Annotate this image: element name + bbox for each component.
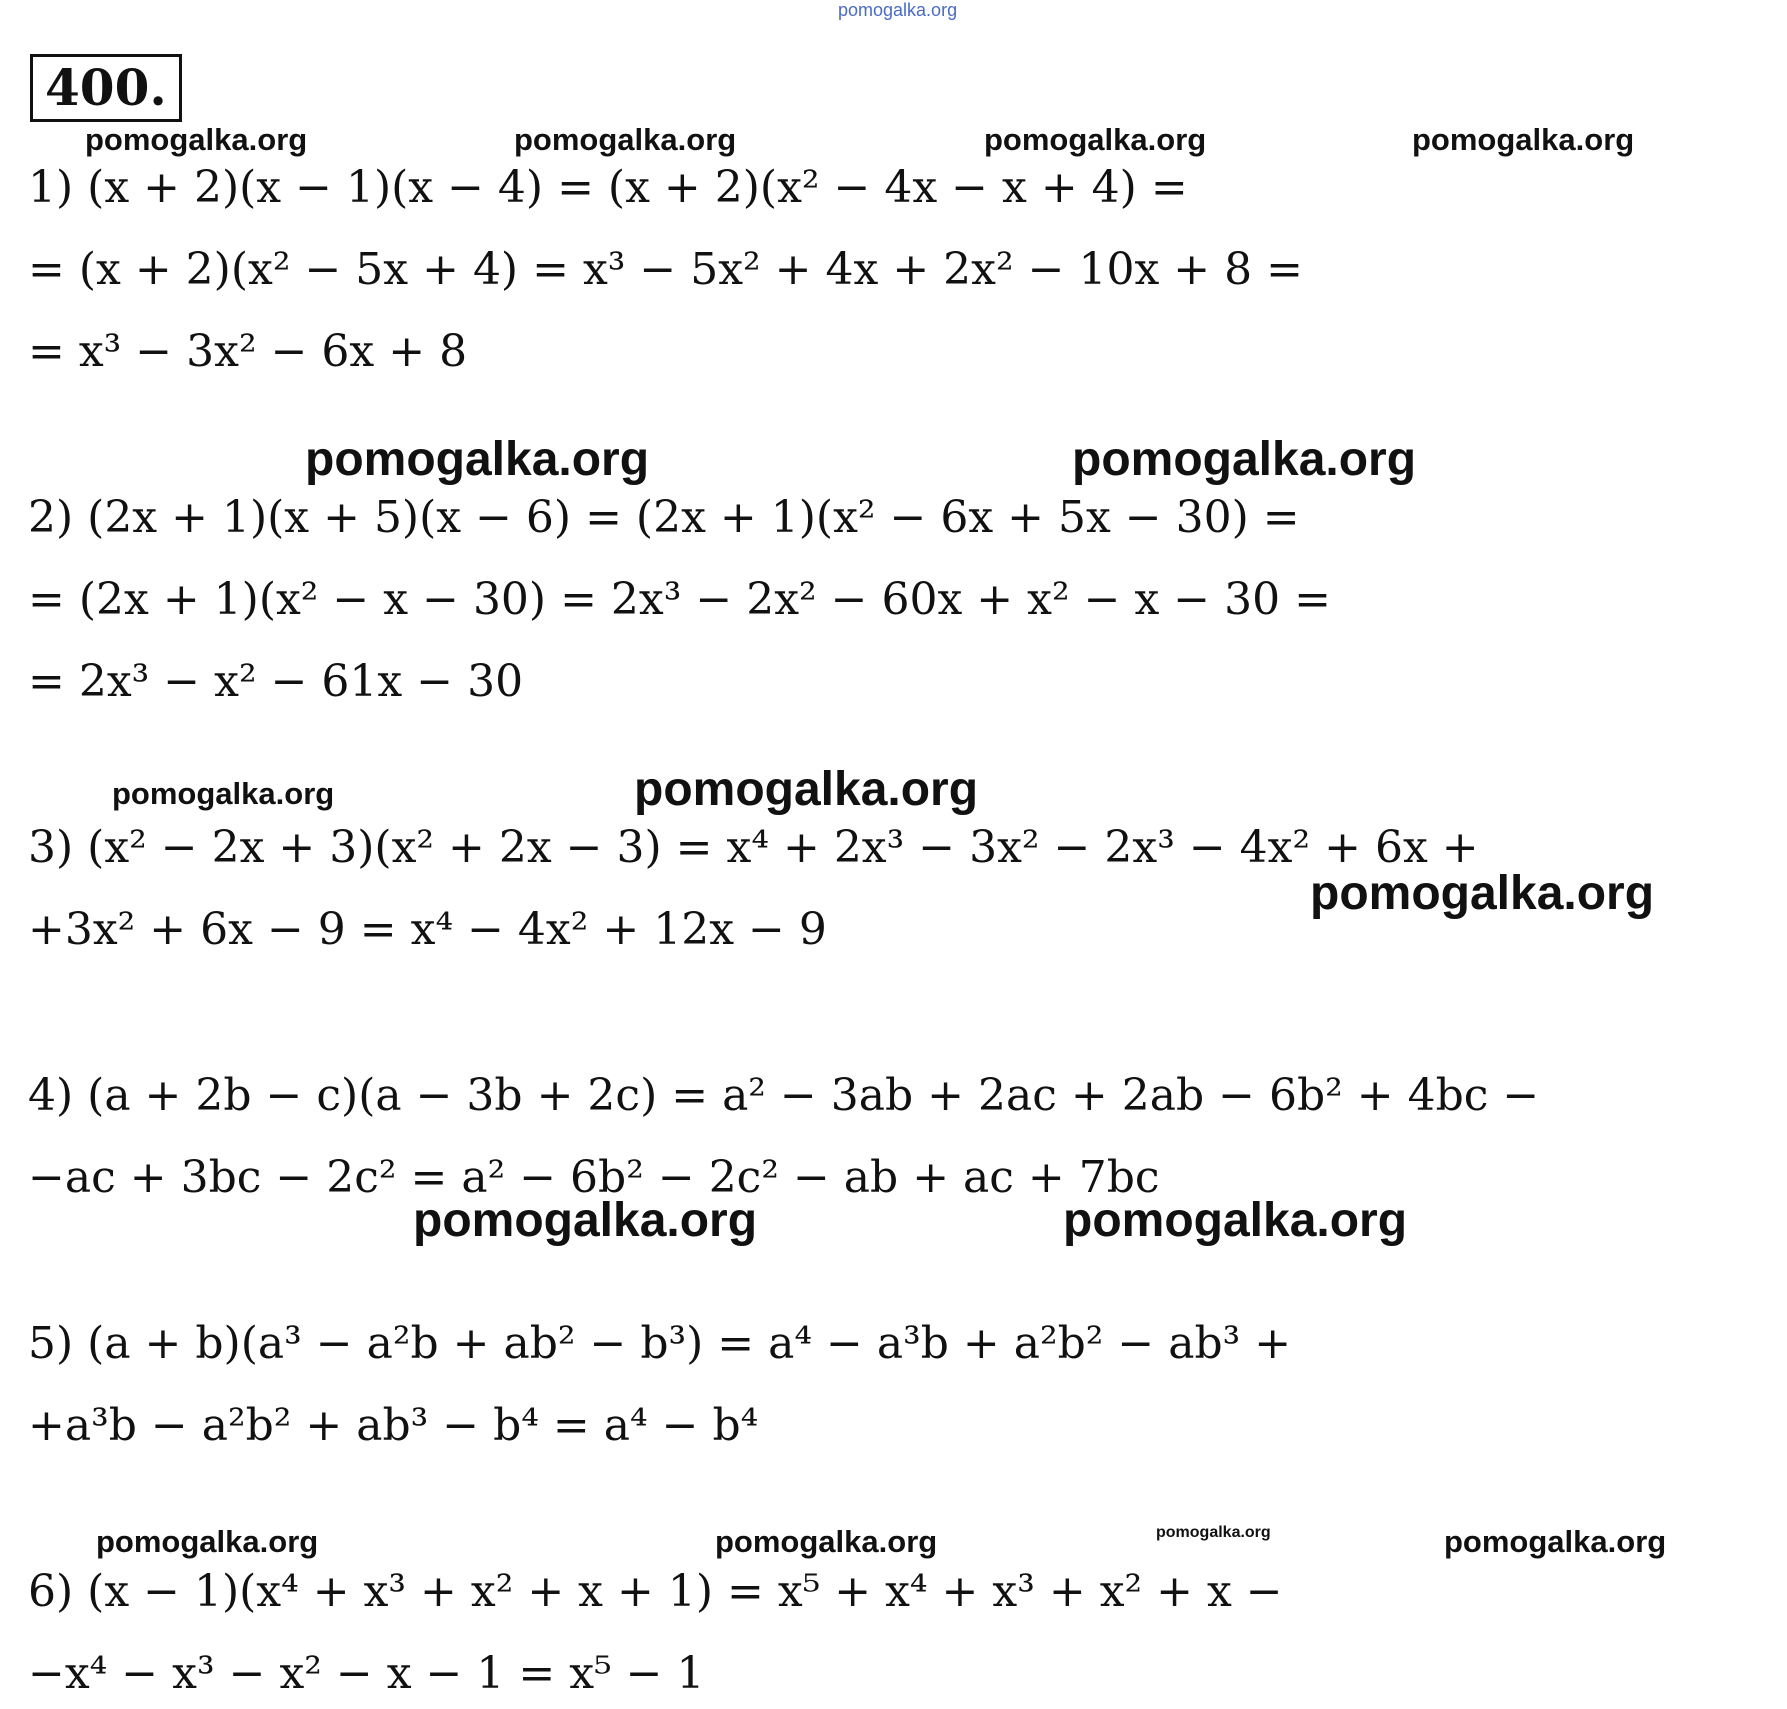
watermark: pomogalka.org — [984, 122, 1207, 157]
watermark: pomogalka.org — [85, 122, 308, 157]
problem-4-line-1: 4) (a + 2b − c)(a − 3b + 2c) = a² − 3ab + 2ac + 2ab − 6b² + 4bc − — [28, 1070, 1540, 1121]
problem-6-line-2: −x⁴ − x³ − x² − x − 1 = x⁵ − 1 — [28, 1648, 705, 1699]
watermark: pomogalka.org — [514, 122, 737, 157]
problem-5-line-2: +a³b − a²b² + ab³ − b⁴ = a⁴ − b⁴ — [28, 1400, 759, 1451]
problem-2-line-2: = (2x + 1)(x² − x − 30) = 2x³ − 2x² − 60x + x² − x − 30 = — [28, 574, 1331, 625]
watermark: pomogalka.org — [413, 1194, 758, 1247]
problem-3-line-2: +3x² + 6x − 9 = x⁴ − 4x² + 12x − 9 — [28, 904, 827, 955]
top-watermark: pomogalka.org — [838, 0, 958, 20]
watermark: pomogalka.org — [1063, 1194, 1408, 1247]
watermark: pomogalka.org — [634, 763, 979, 816]
watermark: pomogalka.org — [1412, 122, 1635, 157]
problem-2-line-1: 2) (2x + 1)(x + 5)(x − 6) = (2x + 1)(x² − 6x + 5x − 30) = — [28, 492, 1300, 543]
watermark: pomogalka.org — [1156, 1524, 1271, 1541]
problem-2-line-3: = 2x³ − x² − 61x − 30 — [28, 656, 524, 707]
watermark: pomogalka.org — [1444, 1524, 1667, 1559]
watermark: pomogalka.org — [1072, 433, 1417, 486]
problem-1-line-2: = (x + 2)(x² − 5x + 4) = x³ − 5x² + 4x + 2x² − 10x + 8 = — [28, 244, 1303, 295]
problem-3-line-1: 3) (x² − 2x + 3)(x² + 2x − 3) = x⁴ + 2x³ − 3x² − 2x³ − 4x² + 6x + — [28, 822, 1479, 873]
watermark: pomogalka.org — [112, 776, 335, 811]
problem-4-line-2: −ac + 3bc − 2c² = a² − 6b² − 2c² − ab + ac + 7bc — [28, 1152, 1160, 1203]
problem-6-line-1: 6) (x − 1)(x⁴ + x³ + x² + x + 1) = x⁵ + x⁴ + x³ + x² + x − — [28, 1566, 1283, 1617]
problem-1-line-1: 1) (x + 2)(x − 1)(x − 4) = (x + 2)(x² − 4x − x + 4) = — [28, 162, 1188, 213]
watermark: pomogalka.org — [1310, 867, 1655, 920]
watermark: pomogalka.org — [715, 1524, 938, 1559]
problem-5-line-1: 5) (a + b)(a³ − a²b + ab² − b³) = a⁴ − a³b + a²b² − ab³ + — [28, 1318, 1292, 1369]
watermark: pomogalka.org — [96, 1524, 319, 1559]
watermark: pomogalka.org — [305, 433, 650, 486]
problem-1-line-3: = x³ − 3x² − 6x + 8 — [28, 326, 468, 377]
exercise-number: 400. — [30, 54, 182, 122]
